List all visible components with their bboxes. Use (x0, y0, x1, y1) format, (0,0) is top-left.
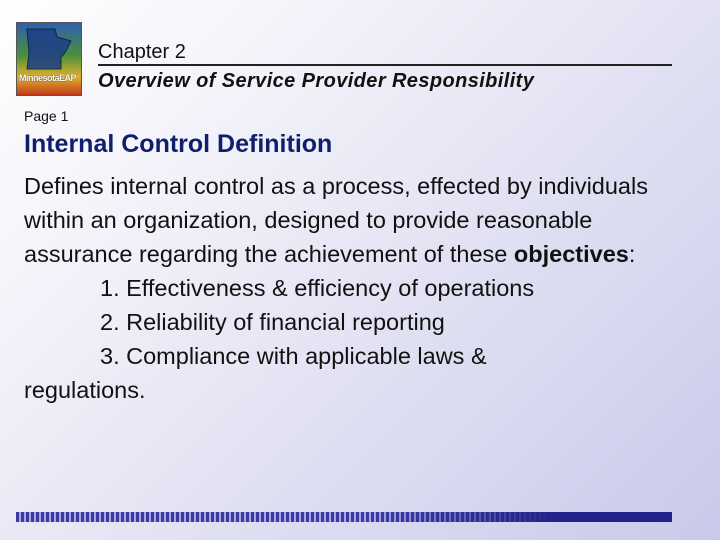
definition-intro: Defines internal control as a process, effected by individuals within an organization, designed to provide reasonable assurance regarding the achievement of these (24, 173, 648, 267)
definition-intro-end: : (628, 241, 636, 267)
objective-item-3-continued: regulations. (24, 377, 146, 403)
objective-item-1: 1. Effectiveness & efficiency of operations (100, 275, 535, 301)
section-heading: Internal Control Definition (24, 130, 333, 158)
chapter-label: Chapter 2 (98, 40, 672, 66)
minnesota-map-icon (17, 23, 81, 95)
objective-item-3: 3. Compliance with applicable laws & (100, 343, 487, 369)
decorative-footer-bar (16, 512, 672, 522)
minnesota-eap-logo (16, 22, 82, 96)
objectives-keyword: objectives (513, 241, 629, 267)
page-label: Page 1 (24, 108, 69, 124)
definition-paragraph (24, 169, 704, 271)
chapter-title: Overview of Service Provider Responsibility (98, 70, 535, 92)
definition-body (24, 169, 704, 407)
logo-text: MinnesotaEAP (19, 73, 77, 83)
objective-item-2: 2. Reliability of financial reporting (100, 309, 445, 335)
